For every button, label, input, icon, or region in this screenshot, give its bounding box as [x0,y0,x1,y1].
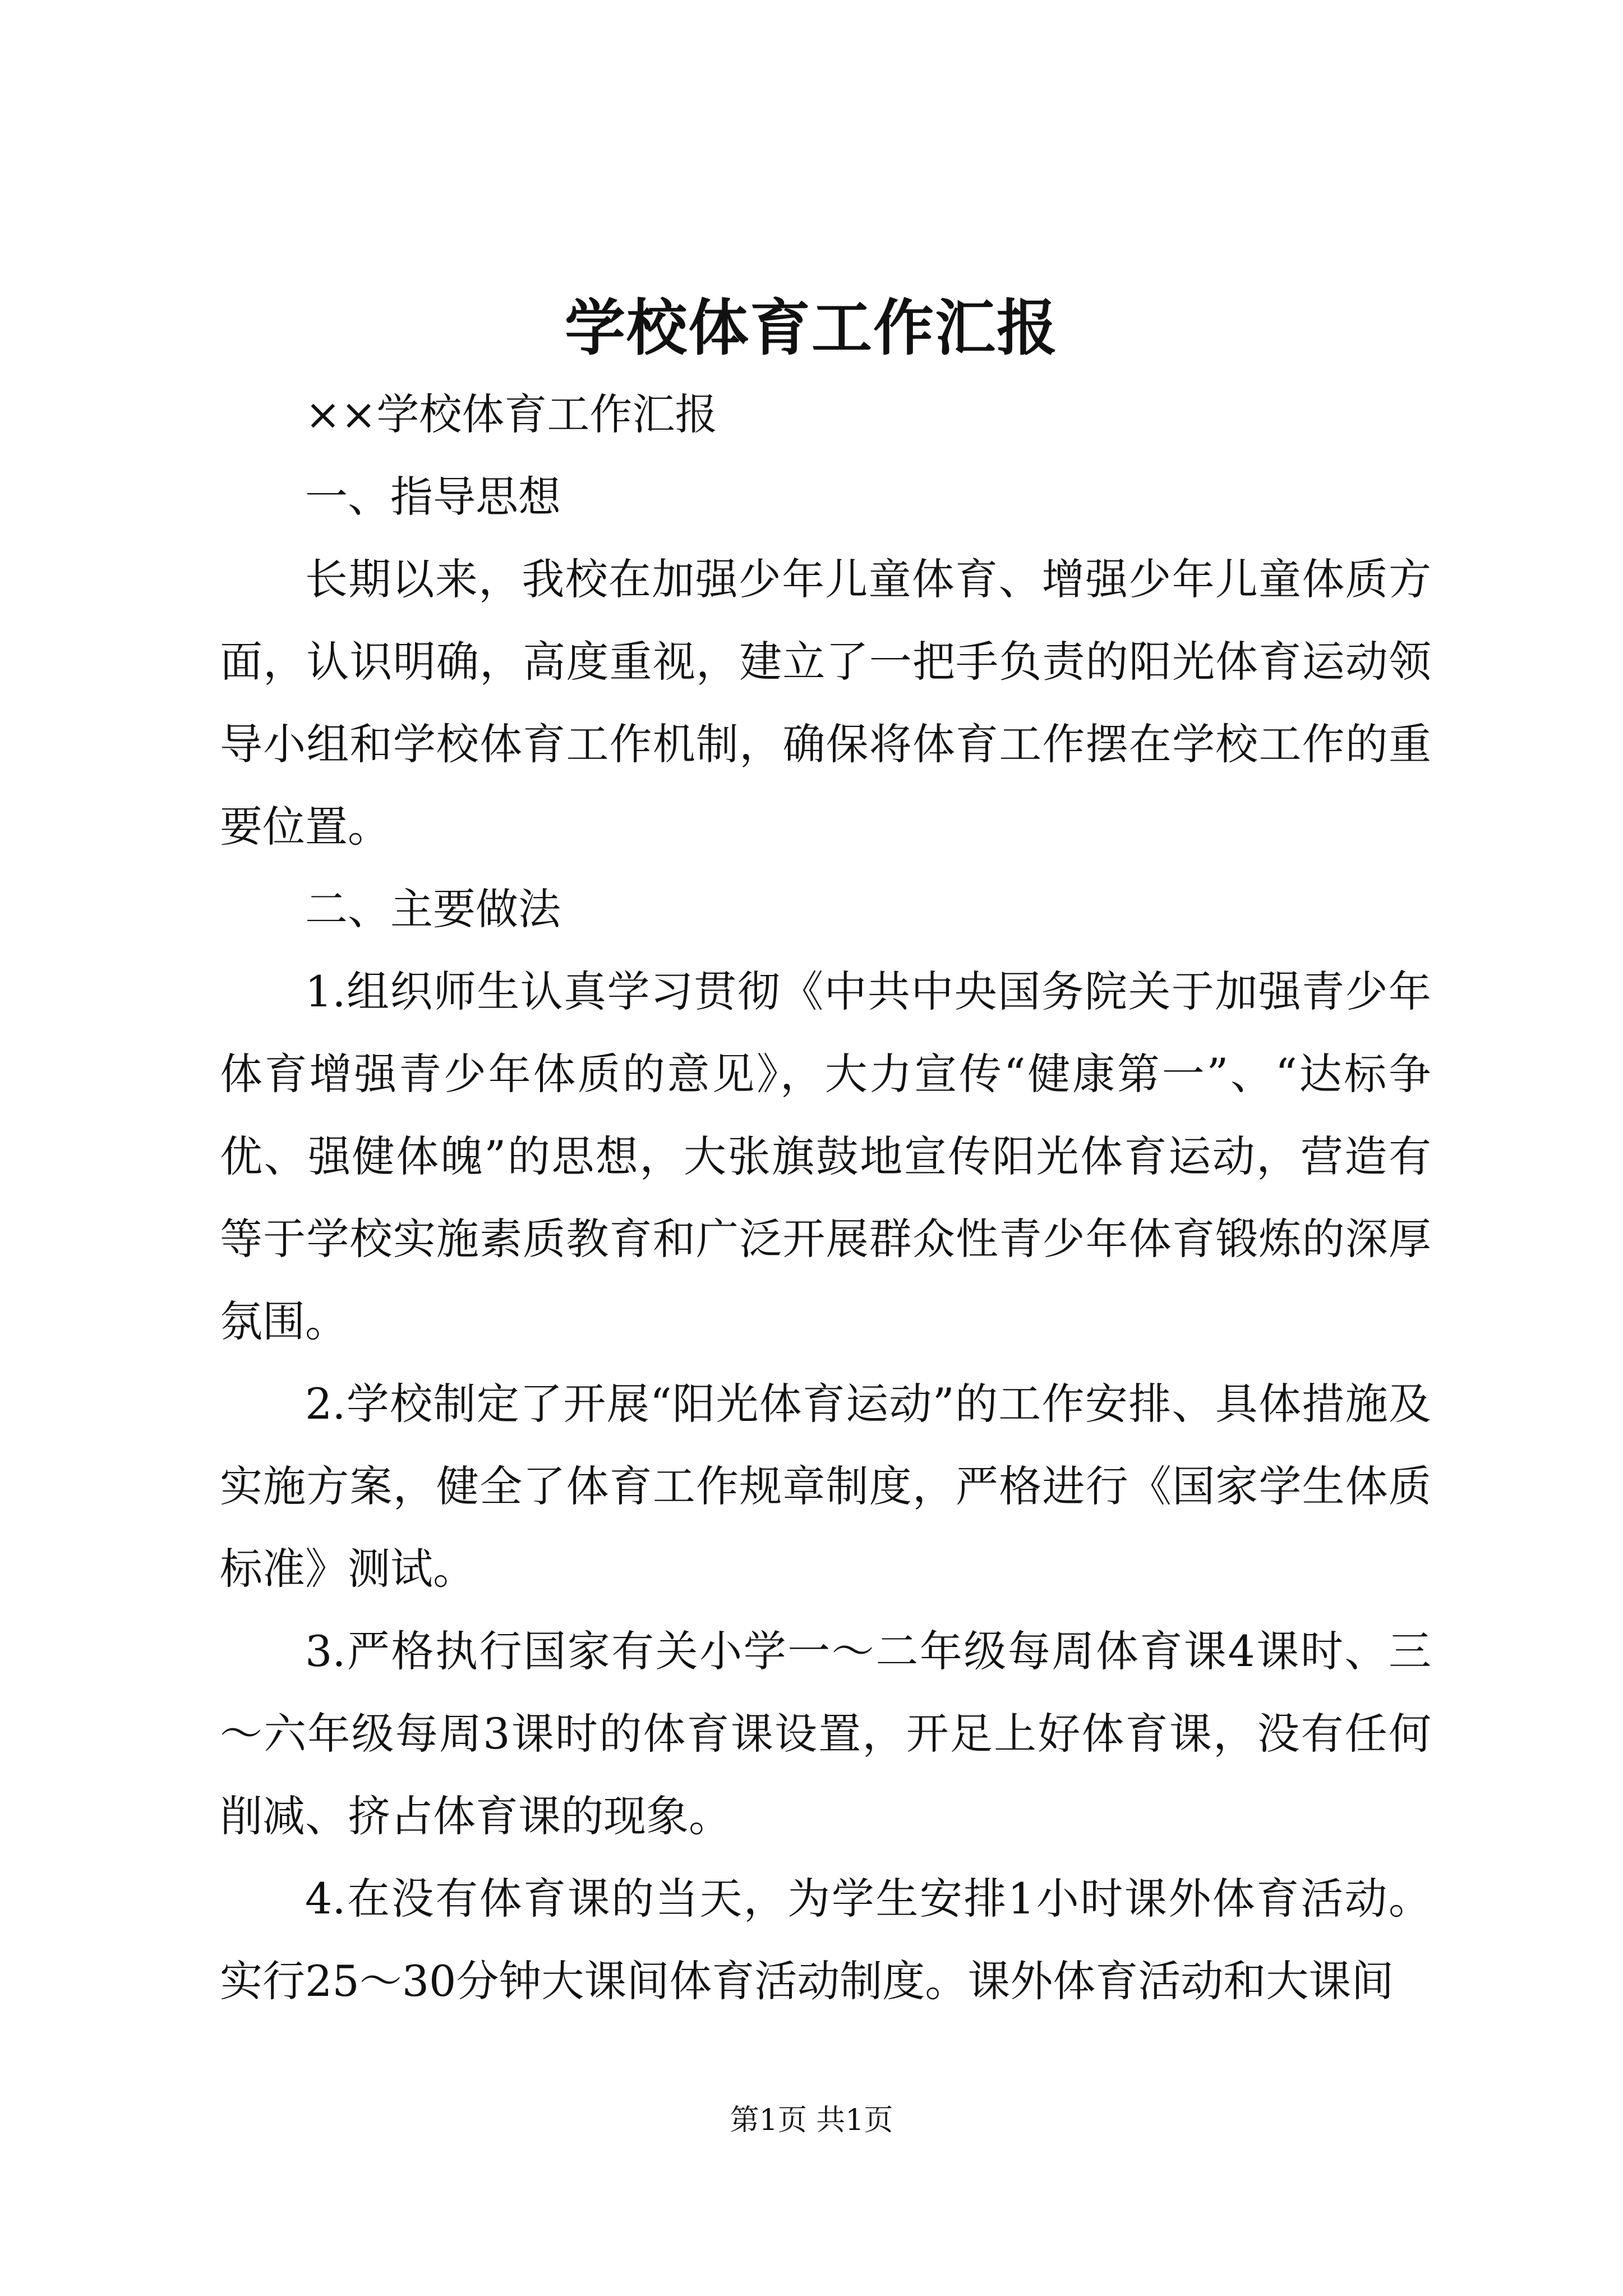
paragraph-practice-2: 2.学校制定了开展“阳光体育运动”的工作安排、具体措施及实施方案，健全了体育工作规章制度，严格进行《国家学生体质标准》测试。 [220,1379,1431,1594]
paragraph-practice-4: 4.在没有体育课的当天，为学生安排1小时课外体育活动。实行25～30分钟大课间体育活动制度。课外体育活动和大课间 [220,1874,1431,2006]
section-heading-guiding-thought: 一、指导思想 [305,472,561,522]
paragraph-guiding-thought: 长期以来，我校在加强少年儿童体育、增强少年儿童体质方面，认识明确，高度重视，建立了一把手负责的阳光体育运动领导小组和学校体育工作机制，确保将体育工作摆在学校工作的重要位置。 [220,554,1431,852]
paragraph-practice-3: 3.严格执行国家有关小学一～二年级每周体育课4课时、三～六年级每周3课时的体育课设置，开足上好体育课，没有任何削减、挤占体育课的现象。 [220,1626,1431,1841]
page-footer: 第1页 共1页 [730,2104,893,2137]
paragraph-practice-1: 1.组织师生认真学习贯彻《中共中央国务院关于加强青少年体育增强青少年体质的意见》，大力宣传“健康第一”、“达标争优、强健体魄”的思想，大张旗鼓地宣传阳光体育运动，营造有等于学校实施素质教育和广泛开展群众性青少年体育锻炼的深厚氛围。 [220,967,1431,1346]
document-title: 学校体育工作汇报 [564,293,1058,364]
document-body [220,373,1431,2022]
paragraph-subtitle: ××学校体育工作汇报 [305,389,718,439]
section-heading-main-practices: 二、主要做法 [305,884,561,934]
